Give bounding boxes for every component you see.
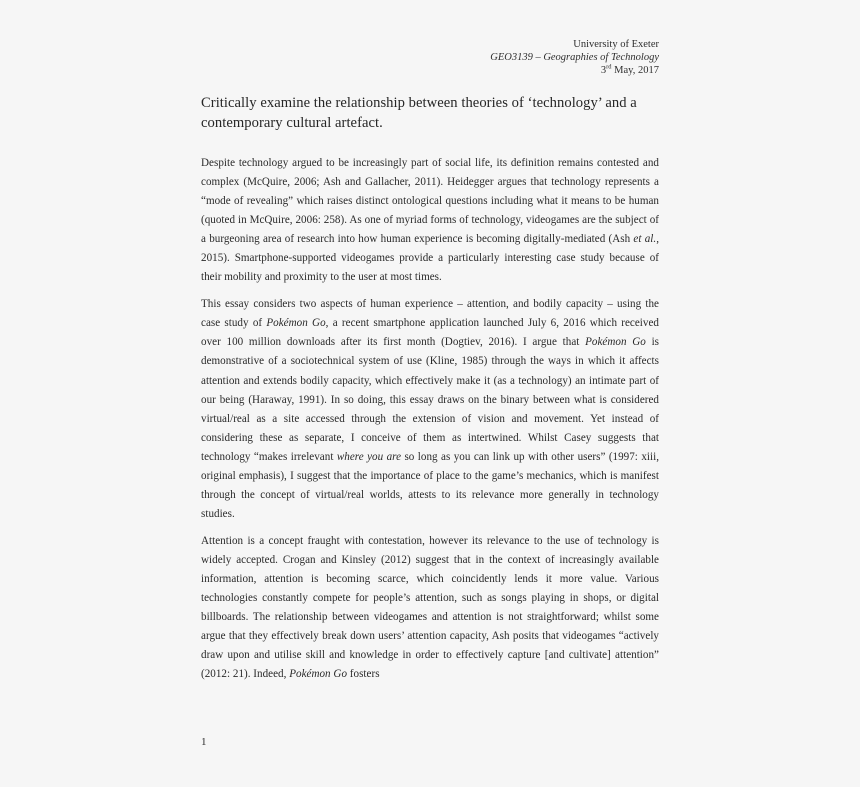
paragraph-text: Despite technology argued to be increasingly part of social life, its definition remains contested and complex (McQuire, 2006; Ash and Gallacher, 2011). Heidegger argues that technology represents a “mode of revealing” which raises distinct ontological questions including what it means to be human (quoted in McQuire, 2006: 258). As one of myriad forms of technology, videogames are the subject of a burgeoning area of research into how human experience is becoming digitally-mediated (Ash <box>201 157 659 246</box>
paragraph <box>201 532 659 684</box>
paragraph-text: so long as you can link up with other users” (1997: xiii, original emphasis), I suggest that the importance of place to the game’s mechanics, which is manifest through the concept of virtual/real worlds, attests to its relevance more generally in technology studies. <box>201 450 660 520</box>
paragraph-text: is demonstrative of a sociotechnical system of use (Kline, 1985) through the ways in which it affects attention and extends bodily capacity, which effectively make it (as a technology) an intimate part of our being (Haraway, 1991). In so doing, this essay draws on the binary between what is considered virtual/real as a site accessed through the extension of vision and movement. Yet instead of considering these as separate, I conceive of them as intertwined. Whilst Casey suggests that technology “makes irrelevant <box>201 336 660 463</box>
emphasis-text: Pokémon Go <box>266 317 326 330</box>
paragraph-text: This essay considers two aspects of human experience – attention, and bodily capacity – using the case study of <box>201 298 659 330</box>
date-month-year: May, 2017 <box>611 65 659 76</box>
emphasis-text: Pokémon Go <box>585 336 646 349</box>
submission-date <box>201 64 659 77</box>
date-day: 3 <box>600 65 607 76</box>
date-suffix: rd <box>606 63 612 71</box>
page-number: 1 <box>201 736 207 748</box>
essay-title: Critically examine the relationship between theories of ‘technology’ and a contemporary cultural artefact. <box>201 95 637 131</box>
document-page <box>201 38 659 692</box>
course-code-title: GEO3139 – Geographies of Technology <box>490 52 659 63</box>
paragraph-text: , a recent smartphone application launched July 6, 2016 which received over 100 million downloads after its first month (Dogtiev, 2016). I argue that <box>201 317 659 349</box>
paragraph-text: fosters <box>347 668 380 681</box>
paragraph-text: Attention is a concept fraught with contestation, however its relevance to the use of technology is widely accepted. Crogan and Kinsley (2012) suggest that in the context of increasingly available information, attention is becoming scarce, which coincidently lends it more value. Various technologies constantly compete for people’s attention, such as songs playing in shops, or digital billboards. The relationship between videogames and attention is not straightforward; whilst some argue that they effectively break down users’ attention capacity, Ash posits that videogames “actively draw upon and utilise skill and knowledge in order to effectively capture [and cultivate] attention” (2012: 21). Indeed, <box>201 534 659 681</box>
institution-name: University of Exeter <box>573 39 659 50</box>
emphasis-text: Pokémon Go <box>289 668 348 681</box>
paragraph <box>201 295 659 524</box>
emphasis-text: where you are <box>336 450 402 463</box>
essay-body <box>201 154 659 684</box>
document-header <box>201 38 659 77</box>
paragraph-text: , 2015). Smartphone-supported videogames provide a particularly interesting case study because of their mobility and proximity to the user at most times. <box>201 233 659 284</box>
emphasis-text: et al. <box>633 233 657 246</box>
paragraph <box>201 154 659 287</box>
